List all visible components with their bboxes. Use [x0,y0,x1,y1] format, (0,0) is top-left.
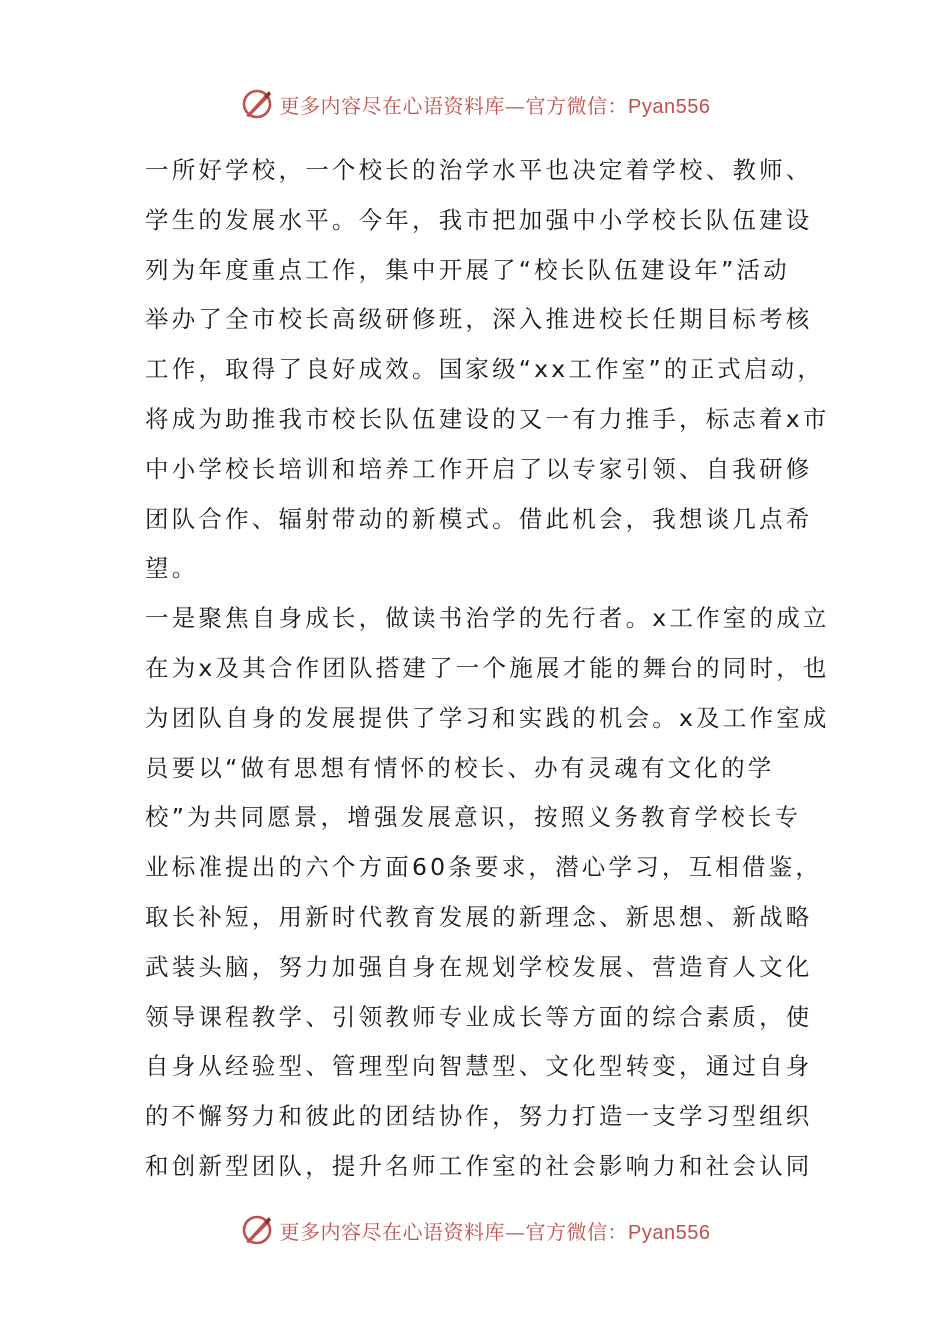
watermark-brand: 更多内容尽在心语资料库 [279,93,506,118]
watermark-account: Pyan556 [628,95,711,118]
text-line: 武装头脑，努力加强自身在规划学校发展、营造育人文化 [145,952,813,981]
text-line: 领导课程教学、引领教师专业成长等方面的综合素质，使 [145,1002,813,1031]
watermark-suffix: 官方微信： [525,93,629,118]
document-body [145,146,830,1192]
text-line: 中小学校长培训和培养工作开启了以专家引领、自我研修 [145,454,813,483]
footer-watermark [0,1210,950,1250]
watermark-account: Pyan556 [628,1221,711,1244]
text-line: 举办了全市校长高级研修班，深入推进校长任期目标考核 [145,305,813,334]
watermark-text [280,90,711,119]
pen-circle-logo-icon [240,1213,274,1247]
text-line: 工作，取得了良好成效。国家级“xx工作室”的正式启动， [145,355,825,384]
text-line: 一所好学校，一个校长的治学水平也决定着学校、教师、 [145,156,813,184]
text-line: 望。 [145,554,199,583]
text-line: 为团队自身的发展提供了学习和实践的机会。x及工作室成 [145,703,830,732]
watermark-separator: — [505,93,526,118]
text-line: 团队合作、辐射带动的新模式。借此机会，我想谈几点希 [145,504,813,533]
text-line: 员要以“做有思想有情怀的校长、办有灵魂有文化的学 [145,753,775,782]
watermark-text [280,1216,711,1245]
text-line: 列为年度重点工作，集中开展了“校长队伍建设年”活动 [145,255,790,284]
text-line: 在为x及其合作团队搭建了一个施展才能的舞台的同时，也 [145,653,830,682]
watermark-suffix: 官方微信： [525,1219,629,1244]
pen-circle-logo-icon [240,87,274,121]
text-line: 取长补短，用新时代教育发展的新理念、新思想、新战略 [145,902,813,931]
text-line: 学生的发展水平。今年，我市把加强中小学校长队伍建设 [145,205,813,234]
watermark-brand: 更多内容尽在心语资料库 [279,1219,506,1244]
text-line: 和创新型团队，提升名师工作室的社会影响力和社会认同 [145,1151,813,1180]
text-line: 业标准提出的六个方面60条要求，潜心学习，互相借鉴， [145,853,823,882]
watermark-separator: — [505,1219,526,1244]
text-line: 校”为共同愿景，增强发展意识，按照义务教育学校长专 [145,803,802,832]
text-line: 一是聚焦自身成长，做读书治学的先行者。x工作室的成立 [145,604,830,633]
text-line: 的不懈努力和彼此的团结协作，努力打造一支学习型组织 [145,1102,813,1131]
text-line: 将成为助推我市校长队伍建设的又一有力推手，标志着x市 [145,404,830,433]
text-line: 自身从经验型、管理型向智慧型、文化型转变，通过自身 [145,1052,813,1081]
header-watermark [0,84,950,124]
